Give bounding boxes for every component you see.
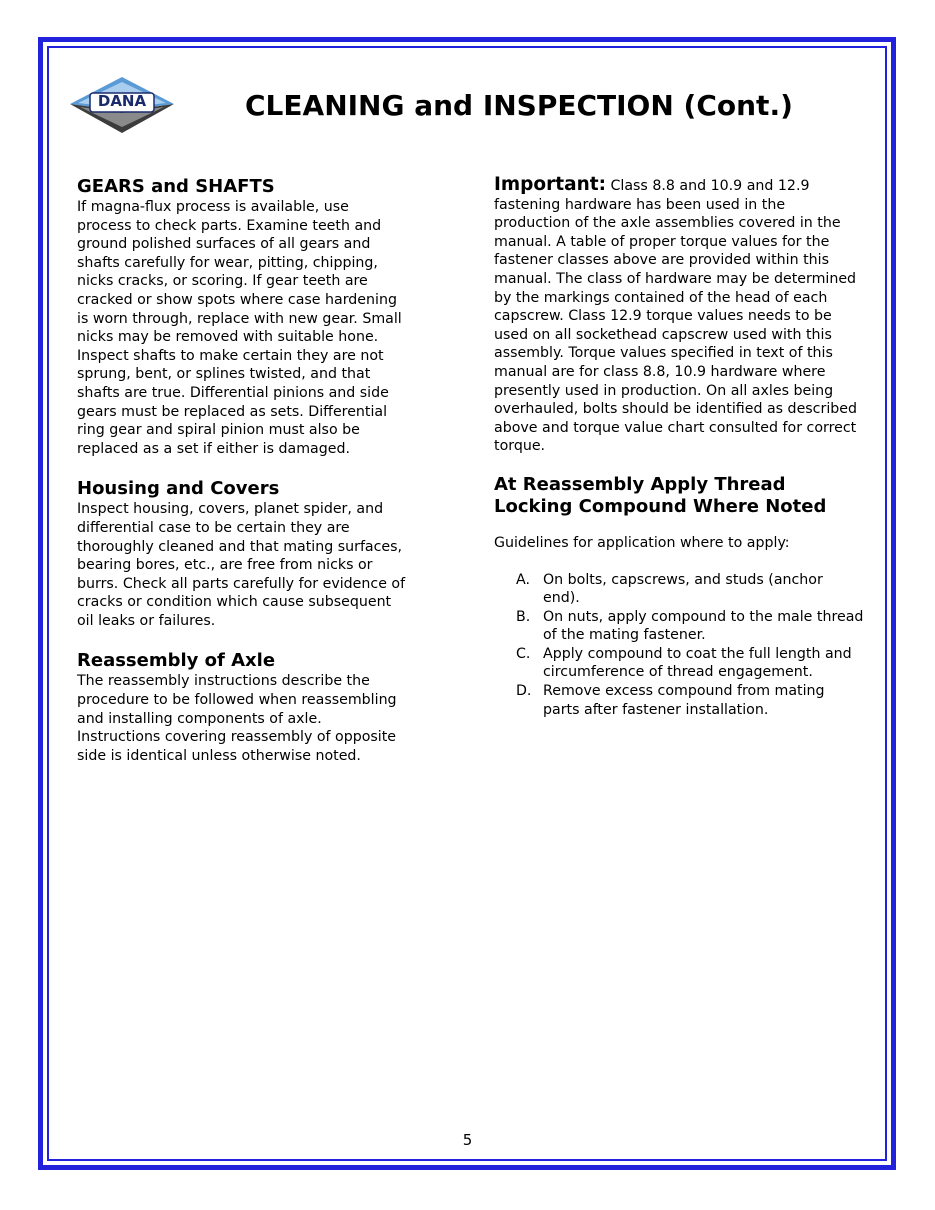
list-item-text: Apply compound to coat the full length and circumference of thread engagement. [543, 645, 852, 681]
gears-heading: GEARS and SHAFTS [77, 176, 275, 197]
important-section [494, 176, 864, 456]
thread-locking-section [494, 474, 864, 719]
housing-section [77, 478, 407, 630]
list-item-text: On bolts, capscrews, and studs (anchor end). [543, 571, 823, 607]
reassembly-heading: Reassembly of Axle [77, 650, 276, 672]
guidelines-intro: Guidelines for application where to apply: [494, 534, 790, 551]
logo-text: DANA [97, 92, 147, 110]
important-paragraph [494, 176, 864, 456]
list-item [494, 571, 864, 608]
list-item [494, 682, 864, 719]
reassembly-section [77, 650, 407, 765]
important-label: Important: [494, 174, 606, 195]
list-item [494, 608, 864, 645]
page-title: CLEANING and INSPECTION (Cont.) [245, 89, 793, 122]
housing-heading: Housing and Covers [77, 478, 280, 500]
gears-section [77, 176, 407, 458]
reassembly-body: The reassembly instructions describe the procedure to be followed when reassembling and installing components of axle. Instructions covering reassembly of opposite side is identical unless otherwise noted. [77, 673, 397, 764]
housing-body: Inspect housing, covers, planet spider, and differential case to be certain they are thoroughly cleaned and that mating surfaces, bearing bores, etc., are free from nicks or burrs. Check all parts carefully for evidence of cracks or condition which cause subsequent oil leaks or failures. [77, 501, 406, 629]
list-item-letter: C. [516, 645, 531, 662]
list-item-text: Remove excess compound from mating parts after fastener installation. [543, 683, 825, 718]
list-item-letter: A. [516, 571, 530, 588]
page-number: 5 [462, 1131, 473, 1149]
right-column [494, 176, 864, 719]
left-column [77, 176, 407, 765]
list-item-text: On nuts, apply compound to the male thread of the mating fastener. [543, 608, 864, 644]
important-body: Class 8.8 and 10.9 and 12.9 fastening hardware has been used in the production of the axle assemblies covered in the manual. A table of proper torque values for the fastener classes above are provided within this manual. The class of hardware may be determined by the markings contained of the head of each capscrew. Class 12.9 torque values needs to be used on all sockethead capscrew used with this assembly. Torque values specified in text of this manual are for class 8.8, 10.9 hardware where presently used in production. On all axles being overhauled, bolts should be identified as described above and torque value chart consulted for correct torque. [494, 178, 858, 455]
list-item-letter: B. [516, 608, 531, 625]
gears-body: If magna-flux process is available, use process to check parts. Examine teeth and ground polished surfaces of all gears and shafts carefully for wear, pitting, chipping, nicks cracks, or scoring. If gear teeth are cracked or show spots where case hardening is worn through, replace with new gear. Small nicks may be removed with suitable hone. Inspect shafts to make certain they are not sprung, bent, or splines twisted, and that shafts are true. Differential pinions and side gears must be replaced as sets. Differential ring gear and spiral pinion must also be replaced as a set if either is damaged. [77, 199, 402, 457]
thread-locking-heading: At Reassembly Apply Thread Locking Compound Where Noted [494, 473, 827, 517]
list-item-letter: D. [516, 683, 532, 700]
guidelines-list [494, 571, 864, 720]
list-item [494, 645, 864, 682]
